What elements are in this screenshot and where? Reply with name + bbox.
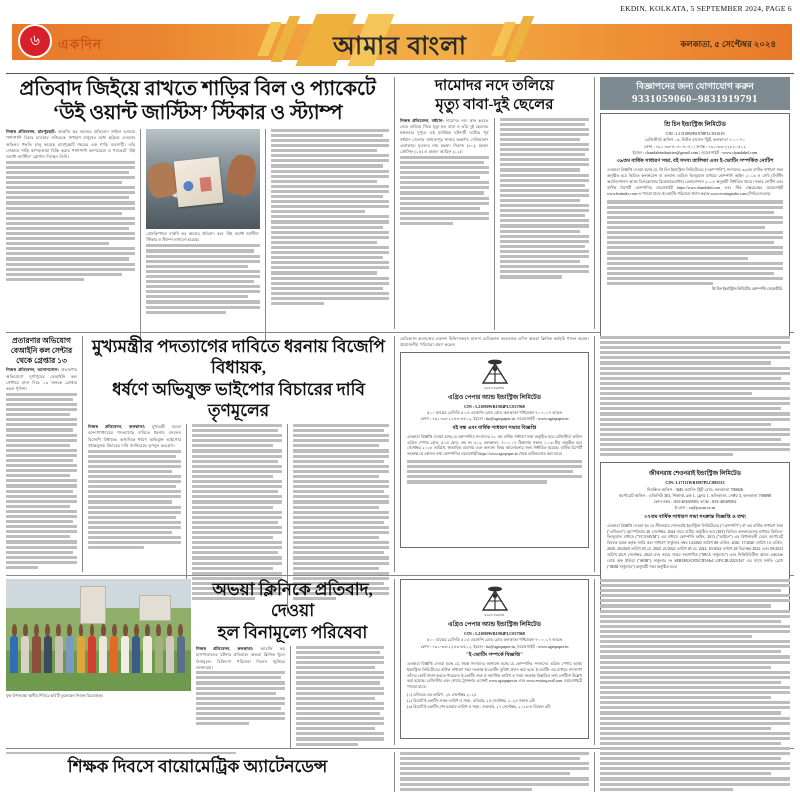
clinic-photo-caption: বৃক্ষ উপলক্ষ্যে স্থানীয় শিবিরে ছবিটি তুলেছেন নিজস্ব চিত্রগ্রাহক। (6, 693, 104, 698)
masthead-bengali-date: কলকাতা, ৫ সেপ্টেম্বর ২০২৪ (680, 39, 776, 49)
dharna-greek-c (293, 424, 389, 600)
dharna-greek-b (192, 424, 282, 600)
dharna-byline: নিজস্ব প্রতিবেদন, কলকাতা: (88, 424, 146, 429)
jeevanray-company-name: জীবনরায় শেওনরাই ইন্ডাস্ট্রিজ লিমিটেড (649, 471, 741, 478)
page-title: আমার বাংলা (332, 33, 468, 60)
ad-email: ইমেল : chandaleindustries@gmail.com | ওয়েবসাইট : www.chandabel.com (632, 149, 758, 155)
agio-logo-caption-2: AGIO PAPER (484, 613, 505, 617)
masthead (6, 0, 794, 70)
agio2-phone: ফোন : +৯১-৩৩-২২৪৩-৫৫১২, ইমেল : ho@agiopaper.in, ওয়েবসাইট : www.agiopaper.in (420, 643, 569, 649)
agio-greek-filler (404, 460, 585, 483)
damodar-column-2 (494, 118, 590, 330)
footer-section (6, 752, 794, 792)
ad-greek-filler (604, 200, 786, 285)
ad-cin: CIN : L13100WB1978PLC031619 (665, 130, 725, 136)
agio2-notice-title: "ই-ভোটিং সম্পর্কে বিজ্ঞপ্তি" (465, 651, 524, 658)
damodar-text: দামোদর নদে স্নান করতে নেমে তলিয়ে গিয়ে মৃত্যু হল বাবা ও তাঁর দুই ছেলের। মঙ্গলবার দুপুরে এই মর্মান্তিক ঘটনাটি ঘটেছে পূর্ব বর্ধমান জেলার জামালপুর থানার অন্তর্গত সেলিমাবাদ এলাকায়। মৃতদের নাম মহম্মদ সিরাজ (৪০), মহম্মদ তৌসিফ (১৫) ও মহম্মদ আরিফ (১২)। (400, 117, 489, 155)
clinic-photo-wrap (6, 579, 196, 748)
agio-paper-logo-icon-2 (478, 586, 512, 612)
ad-phone: ফোন : +৯১-৩৩-৪০৪০৪০৪০ | ফ্যাক্স : +৯১-৩৩-২২৮২০৫১২ (643, 143, 747, 149)
agio2-notice-body: এতদ্বারা বিজ্ঞপ্তি দেওয়া হচ্ছে যে, সমস্ত সদস্যদের জানানো হচ্ছে যে কোম্পানির সদস্যদের এগ্রিও পেপার অ্যান্ড ইন্ডাস্ট্রিজ লিমিটেডের বার্ষিক সাধারণ সভা সংক্রান্ত ই-ভোটিং সুবিধা প্রদান করা হবে। ই-ভোটিং এর মাধ্যমে সদস্যগণ তাঁদের ভোট প্রদান করতে পারবেন। ই-ভোটিং শুরু ও সমাপ্তির তারিখ ও সময় সংক্রান্ত বিস্তারিত তথ্য নোটিশে উল্লেখ করা হয়েছে। রেজিস্টার এবং শেয়ার ট্রান্সফার এজেন্ট www.agiopaper.in এবং www.evoting.nsdl.com ওয়েবসাইটে পাওয়া যাবে। (407, 661, 582, 690)
jeevanray-phone: ফোন নম্বর : 033-40169503; ফ্যাক্স : 033-40169502 (653, 499, 737, 505)
agio2-company-name: এগ্রিও পেপার অ্যান্ড ইন্ডাস্ট্রিজ লিমিটেড (448, 622, 541, 628)
agio-evoting-ad[interactable] (400, 579, 589, 739)
jeevanray-cin: CIN: L17111WB1987PLC085533 (665, 480, 725, 486)
contact-ad-phones: 9331059060–9831919791 (632, 93, 758, 106)
clinic-column-1 (196, 646, 290, 748)
teacher-greek-top (6, 752, 389, 754)
bill-sticker-photo (146, 129, 259, 229)
lead-story (6, 77, 394, 329)
lead-headline-line1: প্রতিবাদ জিইয়ে রাখতে শাড়ির বিল ও প্যাকেটে (19, 78, 376, 100)
group-protest-photo (6, 579, 191, 691)
damodar-greek-b (500, 118, 590, 279)
masthead-divider (6, 73, 794, 74)
photo-hand-right (225, 153, 259, 197)
agio2-cin: CIN : L21090WB1984PLC037968 (464, 631, 525, 636)
agio-evoting-ad-column (394, 579, 594, 745)
agio2-point-2: (২) রিমোট ই-ভোটিং শুরুর তারিখ ও সময় : রবিবার, ২৫ সেপ্টেম্বর, ২০২৪ সকাল ৯টা (407, 699, 535, 704)
ad-notice-body: এতদ্বারা বিজ্ঞপ্তি দেওয়া হচ্ছে যে, শ্রি চিন ইন্ডাস্ট্রিজ লিমিটেডের (“কোম্পানি”) সদস্যদের ৩৯তম বার্ষিক সাধারণ সভা অনুষ্ঠিত হবে ভিডিও কনফারেন্স বা অন্যান্য অডিও ভিজ্যুয়াল মাধ্যমে কোম্পানি আইন ২০১৩ ও সেবি (লিস্টিং অবলিগেশনস অ্যান্ড ডিসক্লোজার রিকোয়ারমেন্টস) রেগুলেশনস ২০১৫ অনুযায়ী নির্ধারিত সময়ে। সভার নোটিশ এবং বার্ষিক রিপোর্ট কোম্পানির ওয়েবসাইট https://www.chandabel.com এবং স্টক এক্সচেঞ্জের ওয়েবসাইট www.bseindia.com-এ পাওয়া যাবে। ই-ভোটিং পরিষেবা প্রদান করছে www.evotingindia.com (সিডিএসএল)। (607, 168, 783, 196)
dharna-headline-line1: মুখ্যমন্ত্রীর পদত্যাগের দাবিতে ধরনায় বিজেপি বিধায়ক, (92, 337, 385, 378)
clinic-greek-a (196, 671, 285, 725)
ad-company-name: শ্রি চিন ইন্ডাস্ট্রিজ লিমিটেড (664, 121, 726, 128)
jeevanray-registered-office: নিবন্ধিত অফিস : 36D, ক্যানিং স্ট্রিট রোড, কলকাতা 700026 (646, 486, 744, 492)
lead-column-2 (140, 129, 264, 341)
footer-col-3 (594, 752, 790, 792)
damodar-headline-line2: মৃত্যু বাবা-দুই ছেলের (435, 96, 554, 113)
clinic-text: আরজি কর হাসপাতালের ঘটনার প্রতিবাদে অভয়া ক্লিনিক খুলে বিনামূল্যে চিকিৎসা পরিষেবা দিলেন জুনিয়র ডাক্তাররা। (196, 645, 285, 670)
chandrabhakti-ad[interactable] (600, 113, 790, 337)
clinic-byline: নিজস্ব প্রতিবেদন, কলকাতা: (196, 645, 254, 651)
call-center-story (6, 336, 82, 572)
call-center-greek (6, 393, 77, 569)
dharna-text: মুখ্যমন্ত্রী মমতা বন্দ্যোপাধ্যায়ের পদত্যাগের দাবিতে ধরনায় বসলেন বিজেপি বিধায়ক। অন্যদিকে ধর্ষণে অভিযুক্ত ভাইপোর দৃষ্টান্তমূলক বিচারের দাবি জানিয়েছে তৃণমূল কংগ্রেস। (88, 424, 181, 449)
ekdin-logo-mark: ৬ (20, 26, 50, 56)
clinic-body (196, 646, 285, 672)
jeevanray-corporate-office: কর্পোরেট অফিস : এভিনিউ 301, শিল্পাঞ্চ, ব্লক 1, ফ্লোর 1, কলিকাতা, সেক্টর 3, কলকাতা 700098 (618, 492, 772, 498)
footer-greek-1 (400, 752, 589, 791)
contact-ad-banner[interactable] (600, 77, 790, 110)
damodar-body (400, 118, 489, 156)
footer-col-2 (394, 752, 594, 792)
damodar-story (394, 77, 594, 329)
agio-agm-ad-column (394, 336, 594, 572)
teacher-story (6, 752, 394, 792)
jeevanray-notice-body: এতদ্বারা বিজ্ঞপ্তি দেওয়া হয় যে জীবনরায় শেওনরাই ইন্ডাস্ট্রিজ লিমিটেডের ("কোম্পানি") 37 তম বার্ষিক সাধারণ সভা ("এজিএম") বৃহস্পতিবার 26 সেপ্টেম্বর, 2024 সময় 11টায় অনুষ্ঠিত হবে (IST) ভিডিও কনফারেন্সের মাধ্যমে ভিডিও-ভিজ্যুয়াল মাধ্যমে ("VC/OAVM") এর মাধ্যমে কোম্পানি আইন, 2013 ("আইনে") এর বিধানাবলী মেনে, কর্পোরেট বিষয়ক মন্ত্রক কর্তৃক জারি করা সাধারণ সার্কুলার নম্বর 14/2020 তারিখ 08 এপ্রিল, 2020, 17/2020 তারিখ 13 এপ্রিল, 2020, 20/2020 তারিখ 05 মে, 2020, 21/2022 তারিখ 05 মে, 2022, 10/2022 তারিখ 28 ডিসেম্বর 2022, এবং 09/2023 তারিখ 25শে সেপ্টেম্বর, 2023 এবং সময়ে সময়ে সংশোধিত ("MCA সার্কুলার") এবং সিকিউরিটিজ অ্যান্ড এক্সচেঞ্জ বোর্ড অফ ইন্ডিয়া ("SEBI") সার্কুলার নং SEBI/HO/CFD/CID-HoC-2/P/CIR/2023/167 এর সাথে সঙ্গতি রেখে ("SEBI সার্কুলার") অনুযায়ী সভা অনুষ্ঠিত হবে। (607, 523, 783, 569)
dharna-greek-a (88, 450, 181, 550)
ad-signature: শ্রি চিন ইন্ডাস্ট্রিজ লিমিটেড কোম্পানি সেক্রেটারি (711, 287, 782, 292)
teacher-headline: শিক্ষক দিবসে বায়োমেট্রিক অ্যাটেনডেন্স (67, 757, 328, 777)
jeevanray-notice-title: ৩৭তম বার্ষিক সাধারণ সভা সংক্রান্ত বিজ্ঞপ্তি ও তথ্য (644, 513, 746, 520)
lead-headline-line2: ‘উই ওয়ান্ট জাস্টিস’ স্টিকার ও স্ট্যাম্প (52, 102, 343, 125)
right-ad-greek-2 (600, 579, 790, 760)
medical-brief-text: মেডিক্যাল কলেজের একাংশ চিকিৎসকরা। মালদা মেডিক্যাল কলেজের এদিন অভয়া ক্লিনিক কর্মসূচি পালন করেন। প্রয়োজনীয় পরিষেবা গ্রহণ করেন। (400, 336, 589, 348)
clinic-greek-b (296, 646, 384, 746)
lead-greek-c (271, 129, 389, 305)
photo-people-row (6, 624, 191, 673)
jeevanray-email: ই-মেল : cs@jswan.co.in (674, 505, 716, 511)
lead-text: আরজি কর কাণ্ডের প্রতিবাদে সামিল হওয়ার পাশাপাশি বিচার চাওয়ার নজিরকে সাধারণ মানুষের মধ্যে ছড়িয়ে দেওয়ার অভিনব পদ্ধতি চালু করেছে রামপুরহাট শহরের এক শাড়ি ব্যবসায়ী। তাঁর দোকানে শাড়ি কাপড়জামা বিক্রি করার পাশাপাশি ক্যাশমেমো ও প্যাকেটে ‘উই ওয়ান্ট জাস্টিস’ স্লোগান দিচ্ছেন তিনি। (6, 128, 136, 160)
lead-column-3 (265, 129, 389, 341)
lead-byline: নিজস্ব প্রতিবেদন, রামপুরহাট: (6, 128, 56, 134)
right-ad-greek-1 (600, 336, 790, 456)
photo-building (80, 586, 106, 624)
clinic-headline-line1: অভয়া ক্লিনিকে প্রতিবাদ, দেওয়া (212, 580, 373, 621)
page-dateline: EKDIN, KOLKATA, 5 SEPTEMBER 2024, PAGE 6 (620, 4, 792, 13)
photo-building-2 (139, 595, 171, 622)
agio-paper-logo-icon (478, 359, 512, 385)
bottom-section (6, 579, 794, 745)
lead-column-1 (6, 129, 140, 341)
top-section (6, 77, 794, 329)
agio2-point-1: (১) এজিএম এর তারিখ : ২৮ সেপ্টেম্বর ২০২৪ (407, 693, 477, 698)
ad-notice-title: ৩৯তম বার্ষিক সাধারণ সভা, বই সদস্য তালিকা এবং ই-ভোটিং সম্পর্কিত নোটিশ (616, 158, 774, 165)
contact-ad-line1: বিজ্ঞাপনের জন্য যোগাযোগ করুন (636, 81, 754, 91)
damodar-byline: নিজস্ব প্রতিবেদন, বর্ধমান: (400, 117, 444, 123)
dharna-story (82, 336, 394, 572)
dharna-body (88, 424, 181, 450)
damodar-column-1 (400, 118, 494, 330)
agio-notice-title: বই বন্ধ এবং বার্ষিক সাধারণ সভার বিজ্ঞপ্তি (452, 424, 537, 431)
right-ad-column-3 (594, 579, 790, 745)
dharna-headline-line2: ধর্ষণে অভিযুক্ত ভাইপোর বিচারের দাবি তৃণমূলের (112, 379, 365, 420)
agio-agm-ad[interactable] (400, 352, 589, 548)
agio-notice-body: এতদ্বারা বিজ্ঞপ্তি দেওয়া হচ্ছে যে কোম্পানির সদস্যদের ৪১ তম বার্ষিক সাধারণ সভা অনুষ্ঠিত হবে রেজিস্টার্ড অফিস এগ্রিও পেপার রোড, ৫১এ রোড, রুম নং ৪১২, কলকাতা– ৭০০০১৭ ঠিকানায় সকাল ১০.৩০টায় অনুষ্ঠিত হবে সেপ্টেম্বর ২০২৪ তারিখে, স্বাভাবিক ব্যবসায় এবং অন্যান্য বিষয় আলোচনার জন্য নির্ধারিত হয়েছে। বার্ষিক রিপোর্ট সংক্রান্ত যে কোনও তথ্য কোম্পানির ওয়েবসাইট https://www.agiopaper.in থেকে ডাউনলোড করা যাবে। (407, 434, 582, 457)
agio-phone: ফোন : +৯১-৩৩-২২৪৩-৫৫১২, ইমেল : ho@agiopaper.in, ওয়েবসাইট : www.agiopaper.in (420, 416, 569, 422)
footer-greek-2 (600, 752, 790, 791)
photo-bill-paper (173, 157, 223, 207)
lead-body-a (6, 129, 135, 161)
agio-cin: CIN : L21090WB1984PLC037968 (464, 403, 525, 409)
damodar-headline-line1: দামোদর নদে তলিয়ে (434, 78, 554, 94)
lead-greek-a (6, 161, 135, 281)
agio-logo-caption: AGIO PAPER (484, 385, 505, 390)
clinic-text-wrap (196, 579, 389, 748)
ad-registered-office: রেজিস্টার্ড অফিস : ৬, লিটল রাসেল স্ট্রিট, কলকাতা ৭০০০৭১ (644, 137, 746, 143)
call-center-body (6, 367, 77, 393)
lead-photo-caption: প্রেসক্রিপশনে মার্কসি কর কাণ্ডের প্রতিবাদ করে ‘উই ওয়ান্ট জাস্টিস’ স্টিকার ও স্ট্যাম্প লাগানো হয়েছে। (146, 230, 260, 242)
ekdin-logo-wordmark: একদিন (58, 36, 103, 52)
middle-section (6, 336, 794, 572)
right-ad-column-2 (594, 336, 790, 572)
right-ad-column (594, 77, 790, 329)
call-center-text: প্রতারণার অভিযোগে দুর্গাপুরের বেআইনি কল সেন্টারে হানা দিয়ে ১৩ জনকে গ্রেপ্তার করল পুলিশ। (6, 367, 78, 392)
agio2-point-3: (৩) রিমোট ই-ভোটিং শেষ হওয়ার তারিখ ও সময় : শুক্রবার, ২৭ সেপ্টেম্বর, ২০২৪-এ বিকেল ৫টা (407, 704, 551, 709)
agio-company-name: এগ্রিও পেপার অ্যান্ড ইন্ডাস্ট্রিজ লিমিটেড (448, 394, 541, 401)
clinic-column-2 (290, 646, 384, 748)
clinic-headline-line2: হল বিনামূল্যে পরিষেবা (217, 622, 368, 642)
call-center-headline: প্রতারণার অভিযোগ বেআইনি কল সেন্টার থেকে গ্রেপ্তার ১৩ (10, 336, 73, 365)
agio-registered-office: ৫০০ মাঝের রেসিডি ৫১এ এজেন্সি রোড রোড কলকাতা পশ্চিমবঙ্গ ৭০০০১৭ ভারত (426, 410, 563, 416)
call-center-byline: নিজস্ব প্রতিবেদন, আসানসোল: (6, 367, 60, 373)
damodar-greek-a (400, 156, 489, 225)
lead-greek-b (146, 244, 259, 313)
clinic-story (6, 579, 394, 745)
agio2-registered-office: ৫০০ মাঝের রেসিডি ৫১এ এজেন্সি রোড রোড কলকাতা পশ্চিমবঙ্গ ৭০০০১৭ ভারত (426, 637, 563, 643)
